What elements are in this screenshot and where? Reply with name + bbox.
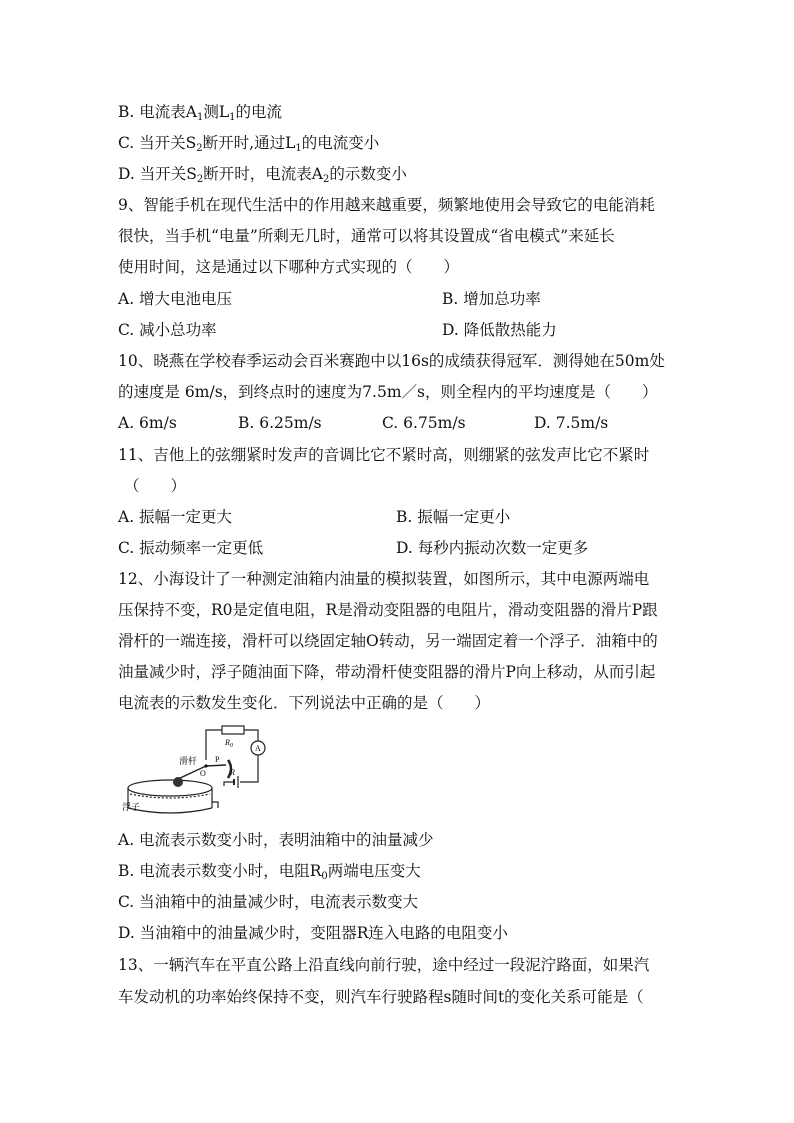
q11-option-c: C. 振动频率一定更低 [118, 539, 264, 557]
label-p: P [215, 755, 220, 764]
q8-option-c: C. 当开关$S_2$断开时,通过$L_1$的电流变小 [118, 134, 380, 154]
q12-stem-line-1: 12、小海设计了一种测定油箱内油量的模拟装置，如图所示，其中电源两端电 [118, 570, 650, 588]
q12-stem-line-2: 压保持不变，R0是定值电阻，R是滑动变阻器的电阻片，滑动变阻器的滑片P跟 [118, 601, 658, 619]
float-shape [173, 777, 183, 787]
q11-option-a: A. 振幅一定更大 [118, 508, 233, 526]
q9-option-a: A. 增大电池电压 [118, 290, 233, 308]
q9-stem-line-2: 很快，当手机“电量”所剩无几时，通常可以将其设置成“省电模式”来延长 [118, 227, 615, 245]
label-fu-zi: 浮子 [122, 802, 141, 812]
q9-stem-line-3: 使用时间，这是通过以下哪种方式实现的（ ） [118, 258, 460, 276]
q12-stem-line-4: 油量减少时，浮子随油面下降，带动滑杆使变阻器的滑片P向上移动，从而引起 [118, 663, 656, 681]
ammeter-label: A [255, 744, 261, 753]
q13-stem-line-2: 车发动机的功率始终保持不变，则汽车行驶路程s随时间t的变化关系可能是（ [118, 988, 644, 1006]
pivot-dot [204, 764, 207, 767]
q9-option-d: D. 降低散热能力 [442, 321, 557, 339]
q11-option-d: D. 每秒内振动次数一定更多 [396, 539, 589, 557]
q8-option-b: B. 电流表$A_1$测$L_1$的电流 [118, 103, 283, 123]
q10-stem-line-1: 10、晓燕在学校春季运动会百米赛跑中以16s的成绩获得冠军．测得她在50m处 [118, 352, 665, 370]
oil-gauge-circuit-figure [118, 724, 318, 816]
q10-stem-line-2: 的速度是 6m/s，到终点时的速度为7.5m／s，则全程内的平均速度是（ ） [118, 383, 658, 401]
label-r0: $R_0$ [225, 738, 233, 749]
q8-option-d: D. 当开关$S_2$断开时，电流表$A_2$的示数变小 [118, 165, 407, 185]
q9-option-c: C. 减小总功率 [118, 321, 217, 339]
label-o: O [200, 769, 206, 778]
q10-option-d: D. 7.5m/s [534, 414, 609, 432]
q9-option-b: B. 增加总功率 [442, 290, 541, 308]
q10-option-c: C. 6.75m/s [382, 414, 466, 432]
q10-option-b: B. 6.25m/s [238, 414, 322, 432]
q12-option-a: A. 电流表示数变小时，表明油箱中的油量减少 [118, 831, 434, 849]
q9-stem-line-1: 9、智能手机在现代生活中的作用越来越重要，频繁地使用会导致它的电能消耗 [118, 196, 655, 214]
q11-stem-line-1: 11、吉他上的弦绷紧时发声的音调比它不紧时高，则绷紧的弦发声比它不紧时 [118, 446, 650, 464]
q12-option-b: B. 电流表示数变小时，电阻$R_0$两端电压变大 [118, 862, 421, 882]
q11-stem-line-2: （ ） [124, 477, 187, 495]
q10-option-a: A. 6m/s [118, 414, 177, 432]
q12-option-c: C. 当油箱中的油量减少时，电流表示数变大 [118, 893, 419, 911]
q13-stem-line-1: 13、一辆汽车在平直公路上沿直线向前行驶，途中经过一段泥泞路面，如果汽 [118, 956, 650, 974]
label-hua-gan: 滑杆 [179, 756, 198, 766]
q12-option-d: D. 当油箱中的油量减少时，变阻器R连入电路的电阻变小 [118, 924, 508, 942]
label-r: R [230, 768, 235, 777]
q12-stem-line-5: 电流表的示数发生变化．下列说法中正确的是（ ） [118, 694, 491, 712]
q11-option-b: B. 振幅一定更小 [396, 508, 511, 526]
q12-stem-line-3: 滑杆的一端连接，滑杆可以绕固定轴O转动，另一端固定着一个浮子．油箱中的 [118, 632, 658, 650]
